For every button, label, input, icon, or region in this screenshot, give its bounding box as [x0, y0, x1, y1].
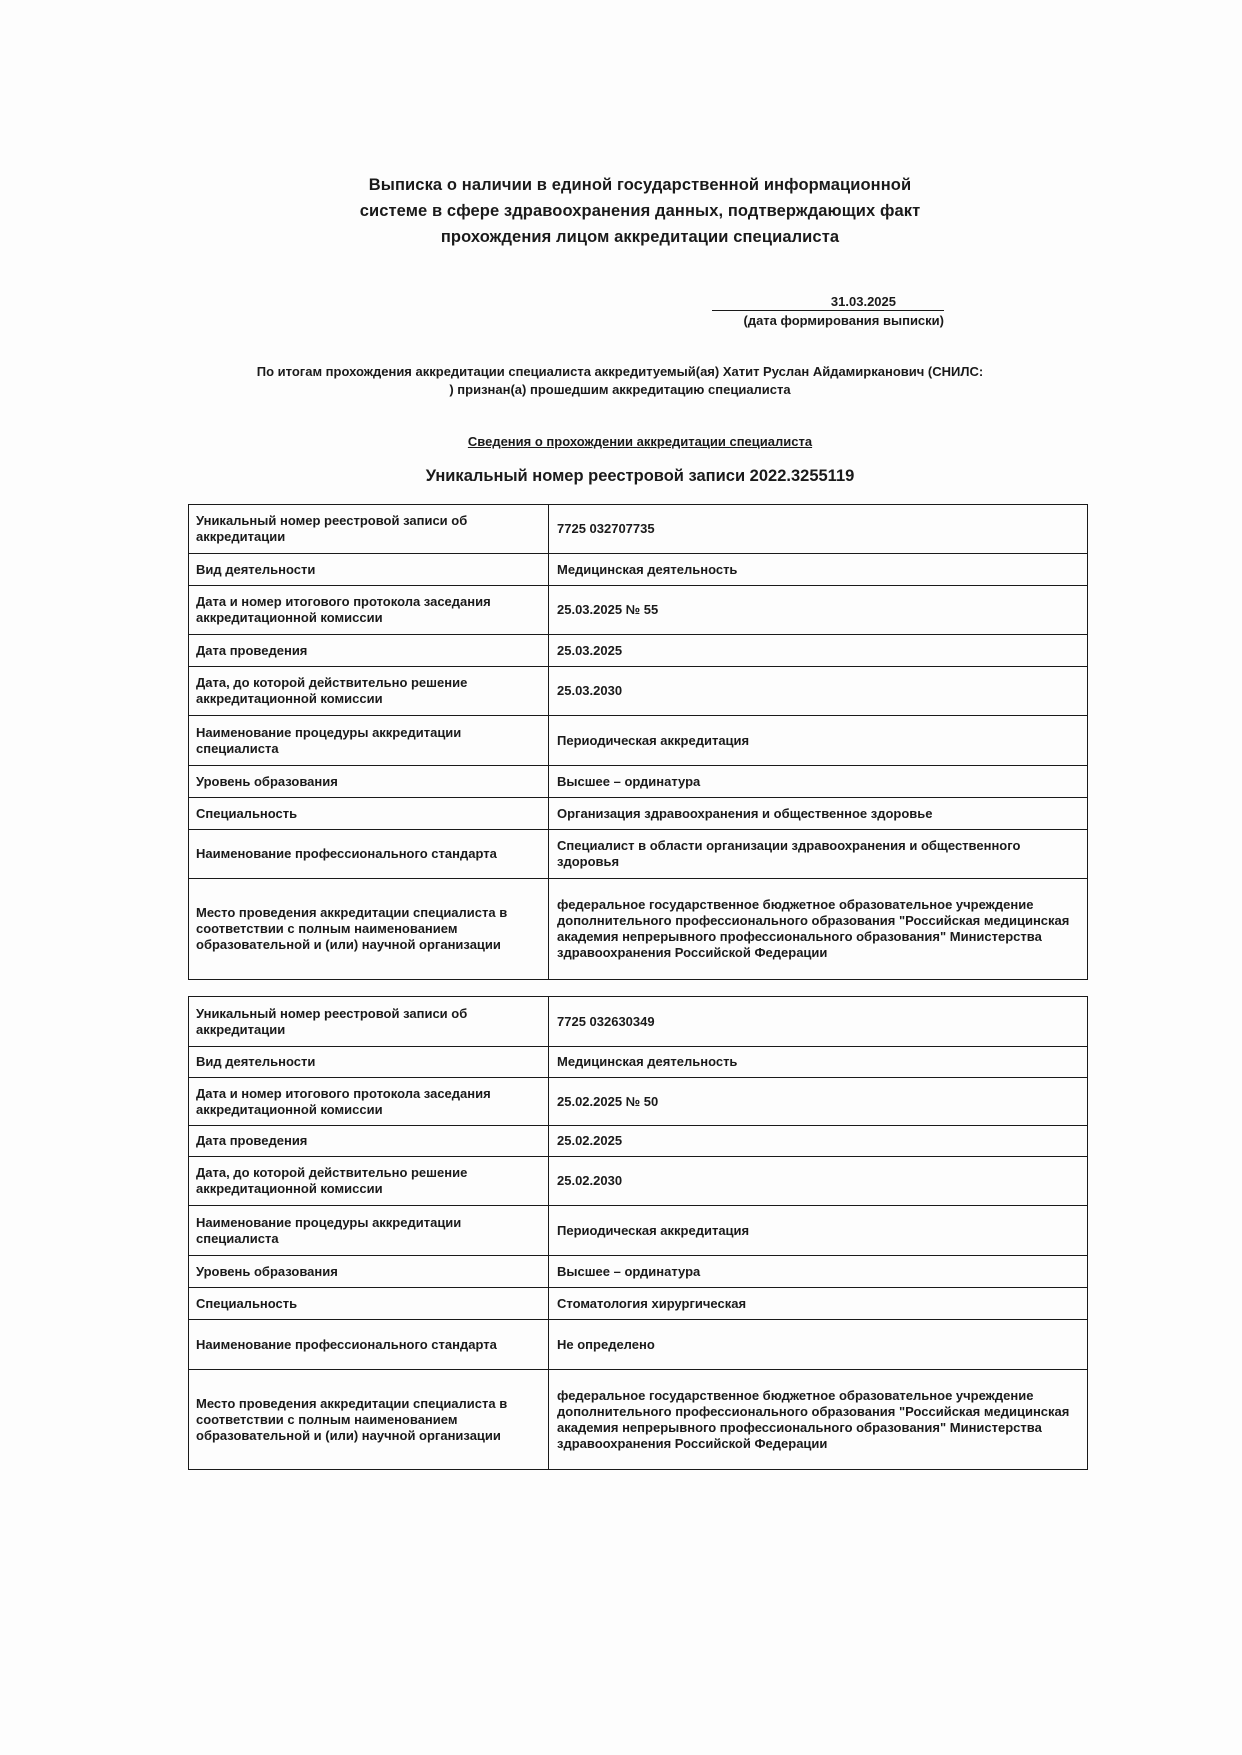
- extract-date-caption: (дата формирования выписки): [743, 313, 944, 328]
- row-value: Периодическая аккредитация: [549, 1206, 1088, 1256]
- row-value: 25.03.2030: [549, 667, 1088, 716]
- row-value: Специалист в области организации здравоохранения и общественного здоровья: [549, 830, 1088, 879]
- row-label: Наименование процедуры аккредитации специалиста: [189, 1206, 549, 1256]
- table-row: [189, 1370, 1088, 1470]
- row-label: Дата проведения: [189, 1126, 549, 1157]
- row-value: 25.02.2025: [549, 1126, 1088, 1157]
- row-label: Дата и номер итогового протокола заседания аккредитационной комиссии: [189, 586, 549, 635]
- row-value: Высшее – ординатура: [549, 1256, 1088, 1288]
- row-label: Наименование профессионального стандарта: [189, 1320, 549, 1370]
- table-row: [189, 1288, 1088, 1320]
- row-label: Уникальный номер реестровой записи об аккредитации: [189, 997, 549, 1047]
- table-row: [189, 1047, 1088, 1078]
- row-label: Место проведения аккредитации специалиста в соответствии с полным наименованием образовательной и (или) научной организации: [189, 1370, 549, 1470]
- row-value: 25.02.2025 № 50: [549, 1078, 1088, 1126]
- row-value: федеральное государственное бюджетное образовательное учреждение дополнительного профессионального образования "Российская медицинская академия непрерывного профессионального образования" Министерства здравоохранения Российской Федерации: [549, 879, 1088, 980]
- table-row: [189, 1256, 1088, 1288]
- intro-paragraph: [150, 363, 1090, 399]
- row-label: Наименование профессионального стандарта: [189, 830, 549, 879]
- document-title: [300, 172, 980, 250]
- row-value: 7725 032630349: [549, 997, 1088, 1047]
- row-value: Организация здравоохранения и общественное здоровье: [549, 798, 1088, 830]
- row-value: Периодическая аккредитация: [549, 716, 1088, 766]
- row-value: федеральное государственное бюджетное образовательное учреждение дополнительного профессионального образования "Российская медицинская академия непрерывного профессионального образования" Министерства здравоохранения Российской Федерации: [549, 1370, 1088, 1470]
- row-label: Специальность: [189, 798, 549, 830]
- row-value: Стоматология хирургическая: [549, 1288, 1088, 1320]
- table-row: [189, 716, 1088, 766]
- section-heading: Сведения о прохождении аккредитации специалиста: [467, 434, 813, 449]
- table-row: [189, 667, 1088, 716]
- row-value: 7725 032707735: [549, 505, 1088, 554]
- row-label: Вид деятельности: [189, 554, 549, 586]
- row-label: Специальность: [189, 1288, 549, 1320]
- title-line-3: прохождения лицом аккредитации специалиста: [440, 228, 840, 246]
- extract-date-block: [712, 293, 944, 329]
- table-row: [189, 554, 1088, 586]
- row-value: 25.03.2025: [549, 635, 1088, 667]
- table-row: [189, 798, 1088, 830]
- row-label: Уникальный номер реестровой записи об аккредитации: [189, 505, 549, 554]
- title-line-1: Выписка о наличии в единой государственной информационной: [368, 176, 912, 194]
- intro-line-1: По итогам прохождения аккредитации специалиста аккредитуемый(ая) Хатит Руслан Айдамирканович (СНИЛС:: [256, 364, 984, 379]
- table-row: [189, 1320, 1088, 1370]
- row-label: Место проведения аккредитации специалиста в соответствии с полным наименованием образовательной и (или) научной организации: [189, 879, 549, 980]
- table-row: [189, 830, 1088, 879]
- table-row: [189, 1206, 1088, 1256]
- table-row: [189, 766, 1088, 798]
- table-row: [189, 1157, 1088, 1206]
- table-row: [189, 586, 1088, 635]
- row-label: Уровень образования: [189, 766, 549, 798]
- row-value: Медицинская деятельность: [549, 554, 1088, 586]
- row-label: Дата, до которой действительно решение аккредитационной комиссии: [189, 667, 549, 716]
- row-label: Уровень образования: [189, 1256, 549, 1288]
- table-row: [189, 635, 1088, 667]
- table-row: [189, 879, 1088, 980]
- row-label: Дата, до которой действительно решение аккредитационной комиссии: [189, 1157, 549, 1206]
- row-value: Не определено: [549, 1320, 1088, 1370]
- accreditation-table-2: [188, 996, 1088, 1470]
- intro-line-2: ) признан(а) прошедшим аккредитацию специалиста: [449, 382, 791, 397]
- row-value: 25.02.2030: [549, 1157, 1088, 1206]
- table-row: [189, 1126, 1088, 1157]
- row-value: 25.03.2025 № 55: [549, 586, 1088, 635]
- row-value: Высшее – ординатура: [549, 766, 1088, 798]
- extract-date: 31.03.2025: [712, 293, 944, 311]
- table-row: [189, 505, 1088, 554]
- title-line-2: системе в сфере здравоохранения данных, подтверждающих факт: [359, 202, 921, 220]
- row-label: Дата и номер итогового протокола заседания аккредитационной комиссии: [189, 1078, 549, 1126]
- row-label: Наименование процедуры аккредитации специалиста: [189, 716, 549, 766]
- row-label: Вид деятельности: [189, 1047, 549, 1078]
- row-value: Медицинская деятельность: [549, 1047, 1088, 1078]
- table-row: [189, 1078, 1088, 1126]
- row-label: Дата проведения: [189, 635, 549, 667]
- registry-number: Уникальный номер реестровой записи 2022.3255119: [425, 467, 855, 485]
- table-row: [189, 997, 1088, 1047]
- accreditation-table-1: [188, 504, 1088, 980]
